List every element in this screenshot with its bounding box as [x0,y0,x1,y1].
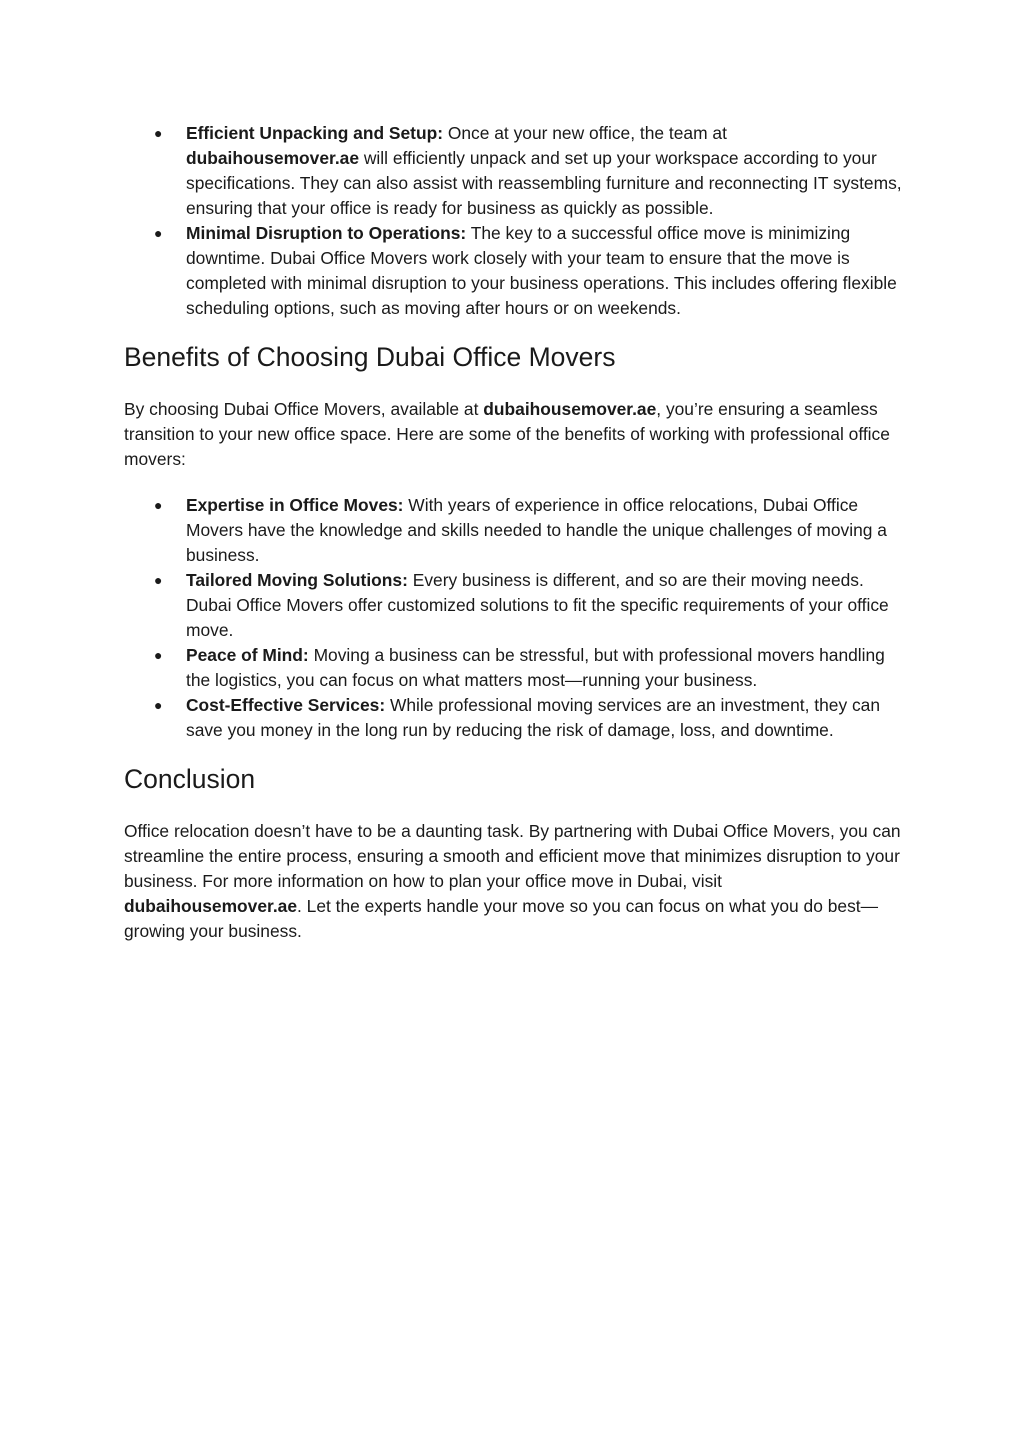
conclusion-text: Office relocation doesn’t have to be a daunting task. By partnering with Dubai Office Movers, you can streamline the entire process, ensuring a smooth and efficient move that minimizes disruption to your business. For more information on how to plan your office move in Dubai, visit [124,821,901,891]
item-title: Efficient Unpacking and Setup: [186,123,444,143]
website-link[interactable]: dubaihousemover.ae [186,148,359,168]
item-text: While professional moving services are an investment, they can save you money in the long run by reducing the risk of damage, loss, and downtime. [186,695,881,740]
intro-text: , you’re ensuring a seamless transition to your new office space. Here are some of the benefits of working with professional office movers: [124,399,890,469]
item-text: Once at your new office, the team at [443,123,727,143]
conclusion-paragraph [124,819,904,944]
bullet-icon: ● [154,572,163,588]
conclusion-text: . Let the experts handle your move so you can focus on what you do best—growing your business. [124,896,878,941]
document-page [124,121,904,944]
conclusion-heading: Conclusion [124,764,256,794]
list-item [154,493,904,568]
bullet-icon: ● [154,125,163,141]
services-list [124,121,904,321]
bullet-icon: ● [154,647,163,663]
item-text: The key to a successful office move is minimizing downtime. Dubai Office Movers work closely with your team to ensure that the move is completed with minimal disruption to your business operations. This includes offering flexible scheduling options, such as moving after hours or on weekends. [186,223,897,318]
item-text: Moving a business can be stressful, but with professional movers handling the logistics, you can focus on what matters most—running your business. [186,645,885,690]
list-item [154,693,904,743]
item-title: Minimal Disruption to Operations: [186,223,467,243]
item-title: Tailored Moving Solutions: [186,570,408,590]
item-text: With years of experience in office relocations, Dubai Office Movers have the knowledge and skills needed to handle the unique challenges of moving a business. [186,495,887,565]
item-title: Expertise in Office Moves: [186,495,404,515]
website-link[interactable]: dubaihousemover.ae [124,896,297,916]
item-text: Every business is different, and so are their moving needs. Dubai Office Movers offer customized solutions to fit the specific requirements of your office move. [186,570,889,640]
list-item [154,221,904,321]
bullet-icon: ● [154,697,163,713]
item-title: Cost-Effective Services: [186,695,386,715]
item-text: will efficiently unpack and set up your workspace according to your specifications. They can also assist with reassembling furniture and reconnecting IT systems, ensuring that your office is ready for business as quickly as possible. [186,148,902,218]
list-item [154,121,904,221]
bullet-icon: ● [154,225,163,241]
benefits-list [124,493,904,743]
bullet-icon: ● [154,497,163,513]
benefits-intro [124,397,904,472]
website-link[interactable]: dubaihousemover.ae [483,399,657,419]
list-item [154,643,904,693]
intro-text: By choosing Dubai Office Movers, available at [124,399,484,419]
benefits-heading: Benefits of Choosing Dubai Office Movers [124,342,616,372]
item-title: Peace of Mind: [186,645,309,665]
list-item [154,568,904,643]
